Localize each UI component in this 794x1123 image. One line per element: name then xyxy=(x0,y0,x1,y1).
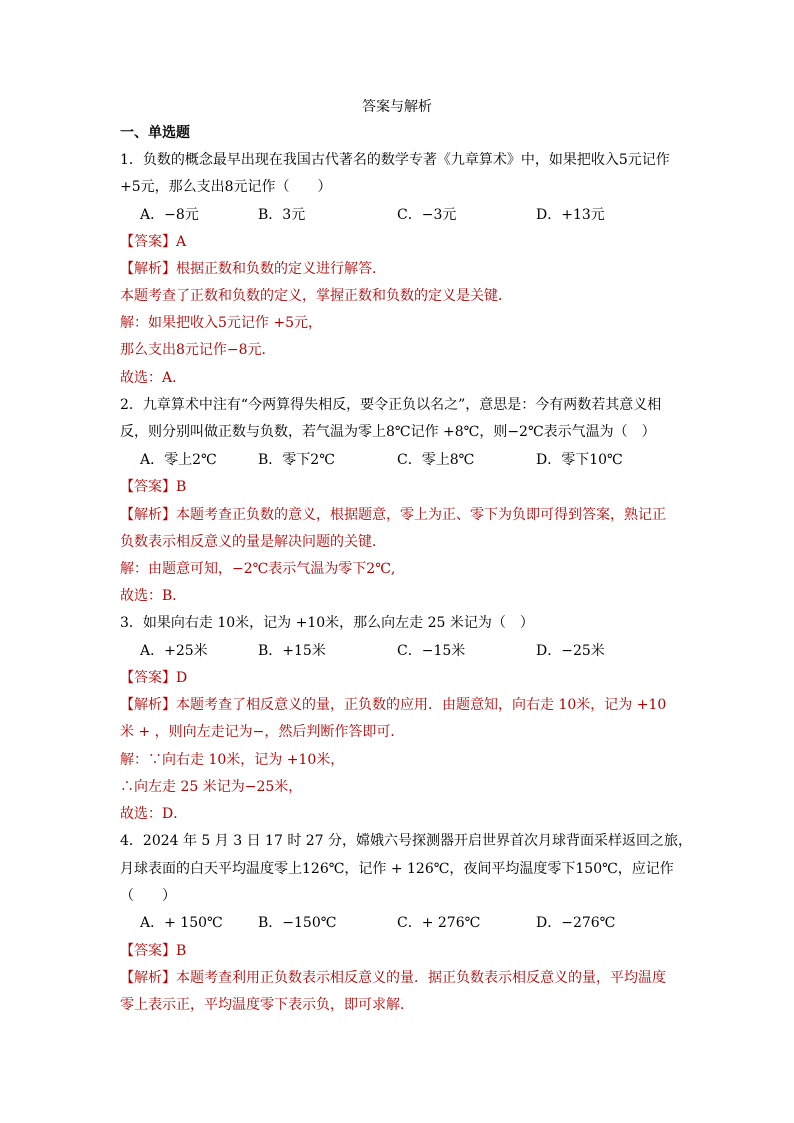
q2-stem-line1: 2．九章算术中注有“今两算得失相反，要令正负以名之”，意思是：今有两数若其意义相 xyxy=(120,397,662,413)
q3-option-b: B．+15米 xyxy=(258,643,326,659)
q4-option-d: D．−276℃ xyxy=(536,915,616,931)
q4-option-b: B．−150℃ xyxy=(258,915,337,931)
q4-analysis-line2: 零上表示正，平均温度零下表示负，即可求解． xyxy=(120,997,414,1013)
q1-analysis: 【解析】根据正数和负数的定义进行解答． xyxy=(120,261,386,277)
q1-explain-4: 故选：A． xyxy=(120,370,187,386)
page-title: 答案与解析 xyxy=(362,99,432,115)
q1-option-b: B．3元 xyxy=(258,207,306,223)
q1-stem-line2: +5元，那么支出8元记作（ ） xyxy=(120,179,332,195)
q2-option-d: D．零下10℃ xyxy=(536,452,623,468)
q3-explain-1: 解：∵向右走 10米，记为 +10米， xyxy=(120,752,345,768)
q1-option-c: C．−3元 xyxy=(397,207,457,223)
q1-explain-1: 本题考查了正数和负数的定义，掌握正数和负数的定义是关键． xyxy=(120,288,512,304)
q2-option-a: A．零上2℃ xyxy=(140,452,217,468)
q4-stem-line3: （ ） xyxy=(120,888,176,904)
q4-option-a: A．+ 150℃ xyxy=(140,915,223,931)
q3-option-d: D．−25米 xyxy=(536,643,605,659)
q1-answer: 【答案】A xyxy=(120,234,187,250)
q4-answer: 【答案】B xyxy=(120,943,187,959)
q3-stem-line1: 3．如果向右走 10米，记为 +10米，那么向左走 25 米记为（ ） xyxy=(120,615,534,631)
q3-option-a: A．+25米 xyxy=(140,643,208,659)
q2-explain-2: 故选：B． xyxy=(120,588,187,604)
q1-option-d: D．+13元 xyxy=(536,207,605,223)
q3-option-c: C．−15米 xyxy=(397,643,466,659)
section-heading: 一、单选题 xyxy=(120,125,190,141)
q2-analysis-line1: 【解析】本题考查正负数的意义，根据题意，零上为正、零下为负即可得到答案，熟记正 xyxy=(120,507,666,523)
q1-explain-2: 解：如果把收入5元记作 +5元， xyxy=(120,315,322,331)
q3-explain-3: 故选：D． xyxy=(120,806,188,822)
q3-answer: 【答案】D xyxy=(120,670,188,686)
q2-option-b: B．零下2℃ xyxy=(258,452,335,468)
q2-answer: 【答案】B xyxy=(120,479,187,495)
q1-option-a: A．−8元 xyxy=(140,207,199,223)
q2-stem-line2: 反，则分别叫做正数与负数，若气温为零上8℃记作 +8℃，则−2℃表示气温为（ ） xyxy=(120,424,656,440)
q4-stem-line1: 4．2024 年 5 月 3 日 17 时 27 分，嫦娥六号探测器开启世界首次月球背面采样返回之旅， xyxy=(120,833,693,849)
q2-option-c: C．零上8℃ xyxy=(397,452,475,468)
q4-stem-line2: 月球表面的白天平均温度零上126℃，记作 + 126℃，夜间平均温度零下150℃，应记作 xyxy=(120,861,674,877)
q1-stem-line1: 1．负数的概念最早出现在我国古代著名的数学专著《九章算术》中，如果把收入5元记作 xyxy=(120,152,670,168)
q2-explain-1: 解：由题意可知，−2℃表示气温为零下2℃, xyxy=(120,561,396,577)
q3-analysis-line1: 【解析】本题考查了相反意义的量，正负数的应用．由题意知，向右走 10米，记为 +10 xyxy=(120,697,667,713)
q3-analysis-line2: 米 + ，则向左走记为−，然后判断作答即可． xyxy=(120,724,405,740)
q3-explain-2: ∴向左走 25 米记为−25米， xyxy=(120,779,303,795)
q4-analysis-line1: 【解析】本题考查利用正负数表示相反意义的量．据正负数表示相反意义的量，平均温度 xyxy=(120,970,666,986)
q2-analysis-line2: 负数表示相反意义的量是解决问题的关键． xyxy=(120,534,386,550)
q1-explain-3: 那么支出8元记作−8元． xyxy=(120,342,276,358)
q4-option-c: C．+ 276℃ xyxy=(397,915,481,931)
